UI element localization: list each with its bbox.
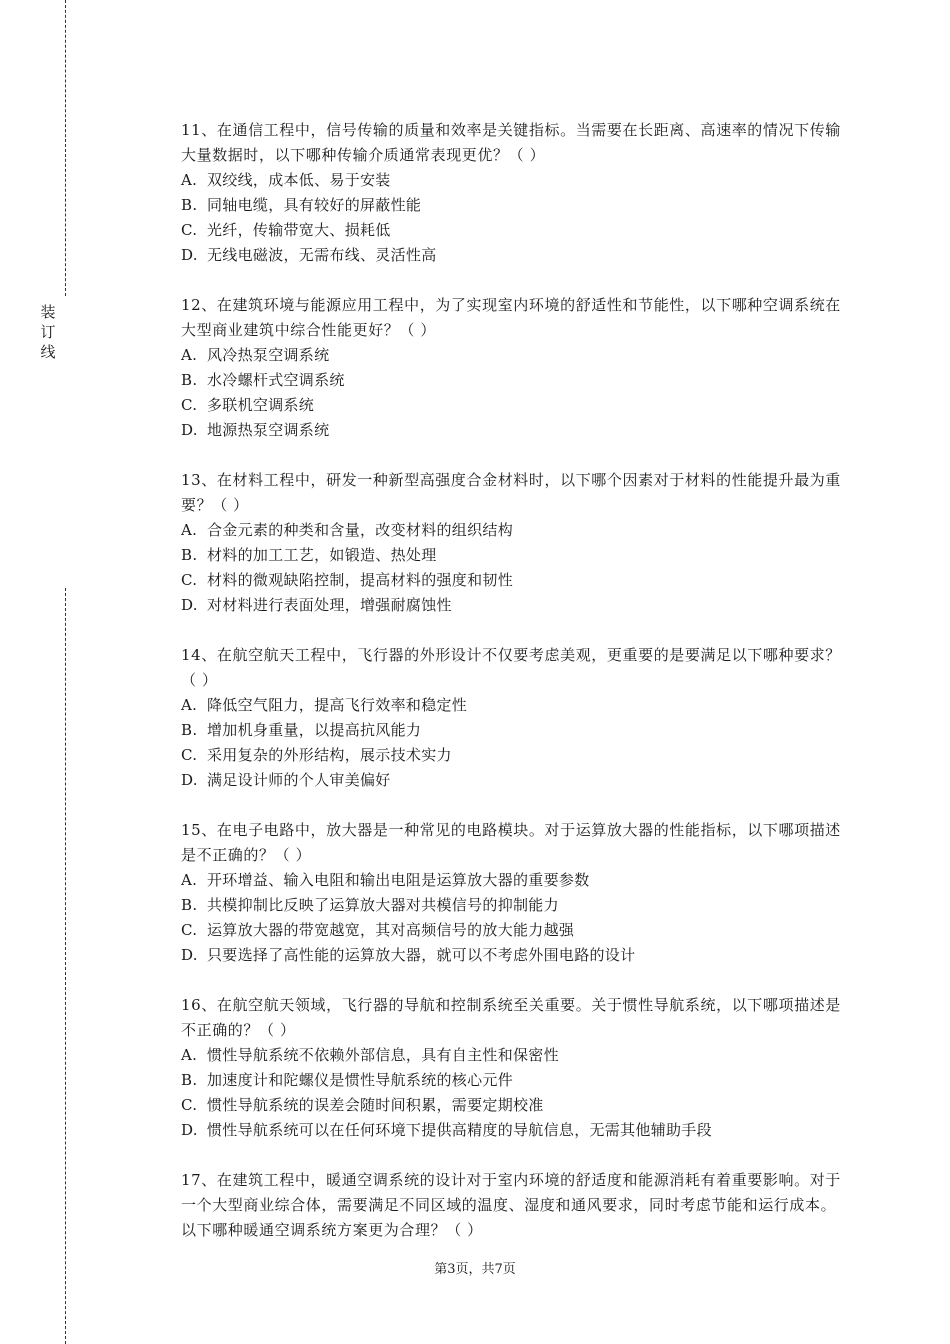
option-letter: C. <box>181 921 198 939</box>
question-stem: 13、在材料工程中，研发一种新型高强度合金材料时，以下哪个因素对于材料的性能提升最为重要？（ ） <box>181 471 841 514</box>
question-stem: 11、在通信工程中，信号传输的质量和效率是关键指标。当需要在长距离、高速率的情况下传输大量数据时，以下哪种传输介质通常表现更优？（ ） <box>181 121 841 164</box>
binding-label <box>38 302 58 362</box>
option-b[interactable] <box>181 368 851 393</box>
option-letter: B. <box>181 721 198 739</box>
option-c[interactable] <box>181 918 851 943</box>
option-text: 满足设计师的个人审美偏好 <box>207 771 391 789</box>
option-b[interactable] <box>181 1068 851 1093</box>
question-12 <box>181 293 851 443</box>
option-text: 光纤，传输带宽大、损耗低 <box>207 221 391 239</box>
option-text: 运算放大器的带宽越宽，其对高频信号的放大能力越强 <box>207 921 575 939</box>
option-a[interactable] <box>181 168 851 193</box>
option-letter: B. <box>181 546 198 564</box>
option-text: 对材料进行表面处理，增强耐腐蚀性 <box>207 596 452 614</box>
option-letter: B. <box>181 371 198 389</box>
option-letter: D. <box>181 596 198 614</box>
binding-char: 订 <box>40 323 56 341</box>
option-a[interactable] <box>181 343 851 368</box>
option-a[interactable] <box>181 693 851 718</box>
option-d[interactable] <box>181 768 851 793</box>
option-letter: C. <box>181 396 198 414</box>
binding-char: 装 <box>40 303 56 321</box>
option-letter: C. <box>181 1096 198 1114</box>
option-text: 双绞线，成本低、易于安装 <box>207 171 391 189</box>
question-list <box>181 118 851 1243</box>
option-text: 惯性导航系统的误差会随时间积累，需要定期校准 <box>207 1096 544 1114</box>
option-a[interactable] <box>181 868 851 893</box>
option-text: 材料的微观缺陷控制，提高材料的强度和韧性 <box>207 571 514 589</box>
binding-char: 线 <box>40 343 56 361</box>
option-text: 合金元素的种类和含量，改变材料的组织结构 <box>207 521 514 539</box>
option-letter: A. <box>181 696 198 714</box>
option-letter: D. <box>181 771 198 789</box>
question-stem: 16、在航空航天领域，飞行器的导航和控制系统至关重要。关于惯性导航系统，以下哪项描述是不正确的？（ ） <box>181 996 841 1039</box>
option-letter: D. <box>181 246 198 264</box>
option-letter: A. <box>181 171 198 189</box>
option-b[interactable] <box>181 718 851 743</box>
option-text: 地源热泵空调系统 <box>207 421 330 439</box>
option-letter: C. <box>181 571 198 589</box>
option-text: 材料的加工工艺，如锻造、热处理 <box>207 546 437 564</box>
option-text: 增加机身重量，以提高抗风能力 <box>207 721 422 739</box>
option-text: 降低空气阻力，提高飞行效率和稳定性 <box>207 696 468 714</box>
option-letter: B. <box>181 196 198 214</box>
option-c[interactable] <box>181 393 851 418</box>
question-11 <box>181 118 851 268</box>
option-d[interactable] <box>181 1118 851 1143</box>
option-d[interactable] <box>181 943 851 968</box>
page-number: 第3页，共7页 <box>434 1262 516 1277</box>
option-letter: D. <box>181 1121 198 1139</box>
option-d[interactable] <box>181 418 851 443</box>
question-stem: 14、在航空航天工程中，飞行器的外形设计不仅要考虑美观，更重要的是要满足以下哪种要求？（ ） <box>181 646 841 689</box>
option-letter: A. <box>181 521 198 539</box>
option-letter: B. <box>181 896 198 914</box>
option-text: 共模抑制比反映了运算放大器对共模信号的抑制能力 <box>207 896 559 914</box>
question-17 <box>181 1168 851 1243</box>
binding-line-top <box>65 0 66 296</box>
question-stem: 17、在建筑工程中，暖通空调系统的设计对于室内环境的舒适度和能源消耗有着重要影响。对于一个大型商业综合体，需要满足不同区域的温度、湿度和通风要求，同时考虑节能和运行成本。以下哪种暖通空调系统方案更为合理？（ ） <box>181 1171 841 1239</box>
binding-line-bottom <box>65 588 66 1344</box>
option-text: 惯性导航系统不依赖外部信息，具有自主性和保密性 <box>207 1046 559 1064</box>
option-a[interactable] <box>181 1043 851 1068</box>
option-text: 惯性导航系统可以在任何环境下提供高精度的导航信息，无需其他辅助手段 <box>207 1121 712 1139</box>
question-16 <box>181 993 851 1143</box>
option-c[interactable] <box>181 1093 851 1118</box>
option-b[interactable] <box>181 893 851 918</box>
option-letter: D. <box>181 946 198 964</box>
option-text: 加速度计和陀螺仪是惯性导航系统的核心元件 <box>207 1071 514 1089</box>
question-14 <box>181 643 851 793</box>
question-15 <box>181 818 851 968</box>
option-letter: A. <box>181 1046 198 1064</box>
option-letter: C. <box>181 221 198 239</box>
option-text: 水冷螺杆式空调系统 <box>207 371 345 389</box>
option-text: 同轴电缆，具有较好的屏蔽性能 <box>207 196 422 214</box>
option-c[interactable] <box>181 743 851 768</box>
option-text: 开环增益、输入电阻和输出电阻是运算放大器的重要参数 <box>207 871 590 889</box>
option-letter: C. <box>181 746 198 764</box>
option-letter: A. <box>181 871 198 889</box>
option-letter: B. <box>181 1071 198 1089</box>
question-13 <box>181 468 851 618</box>
option-b[interactable] <box>181 193 851 218</box>
option-c[interactable] <box>181 218 851 243</box>
option-a[interactable] <box>181 518 851 543</box>
option-b[interactable] <box>181 543 851 568</box>
option-letter: D. <box>181 421 198 439</box>
option-d[interactable] <box>181 593 851 618</box>
question-stem: 15、在电子电路中，放大器是一种常见的电路模块。对于运算放大器的性能指标，以下哪项描述是不正确的？（ ） <box>181 821 841 864</box>
option-text: 只要选择了高性能的运算放大器，就可以不考虑外围电路的设计 <box>207 946 636 964</box>
option-text: 风冷热泵空调系统 <box>207 346 330 364</box>
option-d[interactable] <box>181 243 851 268</box>
option-c[interactable] <box>181 568 851 593</box>
option-letter: A. <box>181 346 198 364</box>
option-text: 无线电磁波，无需布线、灵活性高 <box>207 246 437 264</box>
option-text: 采用复杂的外形结构，展示技术实力 <box>207 746 452 764</box>
option-text: 多联机空调系统 <box>207 396 315 414</box>
question-stem: 12、在建筑环境与能源应用工程中，为了实现室内环境的舒适性和节能性，以下哪种空调系统在大型商业建筑中综合性能更好？（ ） <box>181 296 841 339</box>
